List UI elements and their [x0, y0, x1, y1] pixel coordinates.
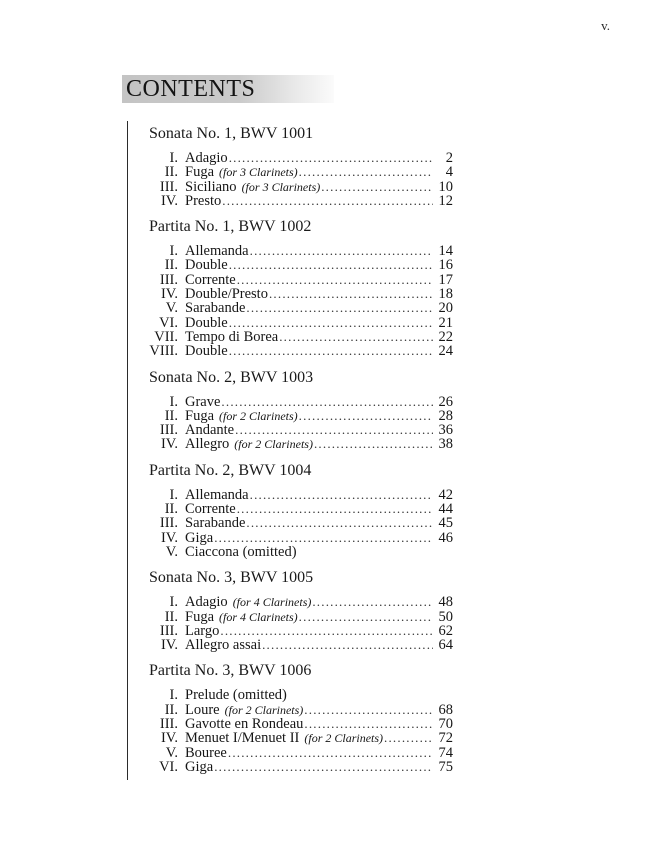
contents-header — [122, 75, 334, 103]
entry-page: 62 — [438, 622, 453, 639]
entry-page: 2 — [445, 150, 453, 166]
entry-page: 14 — [438, 243, 453, 260]
page-number-label: v. — [601, 18, 610, 33]
section-title: Sonata No. 3, BWV 1005 — [149, 569, 314, 587]
entry-page: 4 — [445, 164, 453, 181]
dot-leader — [314, 437, 433, 451]
toc-entry — [149, 273, 453, 287]
entry-note: (for 2 Clarinets) — [304, 731, 384, 746]
dot-leader — [304, 717, 433, 731]
section-title: Partita No. 2, BWV 1004 — [149, 461, 312, 479]
entry-note: (for 3 Clarinets) — [241, 179, 321, 194]
entry-numeral: II. — [164, 501, 178, 518]
entry-numeral: IV. — [160, 286, 178, 303]
entry-page: 36 — [438, 422, 453, 439]
toc-entry — [149, 194, 453, 208]
entry-title: Gavotte en Rondeau — [185, 716, 304, 733]
entry-title: Double/Presto — [185, 286, 268, 303]
entry-page: 48 — [438, 594, 453, 611]
toc-entry — [149, 151, 453, 165]
entry-page: 72 — [438, 730, 453, 747]
toc-entry — [149, 244, 453, 258]
toc-entry — [149, 610, 453, 624]
entry-numeral: V. — [165, 543, 178, 560]
entry-title: Loure — [185, 701, 220, 718]
entry-page: 64 — [438, 637, 453, 654]
entry-title: Corrente — [185, 271, 236, 288]
dot-leader — [229, 258, 433, 272]
toc-entry — [149, 301, 453, 315]
section-title: Partita No. 3, BWV 1006 — [149, 662, 312, 680]
dot-leader — [384, 731, 433, 745]
entry-page: 38 — [438, 436, 453, 453]
toc-entry — [149, 502, 453, 516]
entry-page: 68 — [438, 701, 453, 718]
entry-page: 17 — [438, 271, 453, 288]
dot-leader — [214, 531, 433, 545]
entry-numeral: VI. — [159, 314, 178, 331]
entry-title: Double — [185, 343, 228, 360]
entry-page: 74 — [438, 744, 453, 761]
entry-title: Menuet I/Menuet II — [185, 730, 300, 747]
toc-entry — [149, 316, 453, 330]
dot-leader — [246, 516, 433, 530]
entry-title: Adagio — [185, 150, 228, 166]
entry-numeral: VIII. — [149, 343, 178, 360]
dot-leader — [279, 330, 433, 344]
entry-title: Sarabande — [185, 515, 246, 532]
entry-title: Giga — [185, 529, 214, 546]
dot-leader — [221, 395, 433, 409]
dot-leader — [312, 595, 433, 609]
toc-entry — [149, 409, 453, 423]
dot-leader — [246, 301, 433, 315]
entry-title: Fuga — [185, 164, 214, 181]
toc-entry — [149, 731, 453, 745]
entry-numeral: III. — [159, 422, 178, 439]
toc-entry — [149, 531, 453, 545]
dot-leader — [229, 151, 433, 165]
entry-note: (for 2 Clarinets) — [219, 408, 298, 423]
dot-leader — [299, 610, 433, 624]
toc-entry — [149, 624, 453, 638]
toc-section — [149, 461, 453, 559]
entry-page: 12 — [438, 192, 453, 209]
entry-page: 20 — [438, 300, 453, 317]
dot-leader — [250, 244, 433, 258]
entry-title: Corrente — [185, 501, 236, 518]
entry-page: 21 — [438, 314, 453, 331]
toc-entry — [149, 717, 453, 731]
toc-entry — [149, 344, 453, 358]
entry-numeral: I. — [169, 486, 178, 503]
entry-page: 75 — [438, 758, 453, 775]
dot-leader — [237, 273, 433, 287]
dot-leader — [321, 180, 433, 194]
entry-numeral: IV. — [160, 436, 178, 453]
dot-leader — [299, 409, 433, 423]
toc-section — [149, 661, 453, 774]
entry-page: 45 — [438, 515, 453, 532]
entry-title: Andante — [185, 422, 235, 439]
entry-page: 44 — [438, 501, 453, 518]
entry-numeral: IV. — [160, 637, 178, 654]
contents-title: CONTENTS — [126, 76, 256, 102]
entry-page: 10 — [438, 178, 453, 195]
entry-numeral: IV. — [160, 529, 178, 546]
entry-numeral: III. — [159, 271, 178, 288]
entry-page: 22 — [438, 328, 453, 345]
section-title: Sonata No. 2, BWV 1003 — [149, 368, 314, 386]
toc-entry — [149, 395, 453, 409]
entry-title: Presto — [185, 192, 222, 209]
entry-page: 24 — [438, 343, 453, 360]
toc-entry — [149, 760, 453, 774]
entry-numeral: VI. — [159, 758, 178, 775]
entry-numeral: V. — [165, 744, 178, 761]
entry-page: 28 — [438, 407, 453, 424]
section-title: Sonata No. 1, BWV 1001 — [149, 125, 314, 142]
toc-entry — [149, 488, 453, 502]
dot-leader — [214, 760, 433, 774]
dot-leader — [228, 746, 433, 760]
entry-title: Allemanda — [185, 486, 249, 503]
dot-leader — [299, 165, 433, 179]
entry-note: (for 3 Clarinets) — [219, 165, 298, 180]
entry-title: Grave — [185, 393, 221, 410]
entry-title: Largo — [185, 622, 220, 639]
toc-entry — [149, 545, 453, 559]
toc-entry — [149, 638, 453, 652]
entry-title: Sarabande — [185, 300, 246, 317]
dot-leader — [229, 344, 433, 358]
entry-title: Siciliano — [185, 178, 237, 195]
toc — [127, 121, 453, 780]
toc-entry — [149, 746, 453, 760]
entry-numeral: III. — [159, 622, 178, 639]
entry-title: Fuga — [185, 608, 214, 625]
entry-numeral: II. — [164, 608, 178, 625]
entry-numeral: I. — [169, 243, 178, 260]
entry-numeral: I. — [169, 150, 178, 166]
entry-numeral: V. — [165, 300, 178, 317]
dot-leader — [220, 624, 433, 638]
dot-leader — [229, 316, 433, 330]
entry-numeral: II. — [164, 257, 178, 274]
entry-page: 50 — [438, 608, 453, 625]
entry-page: 16 — [438, 257, 453, 274]
dot-leader — [250, 488, 433, 502]
entry-note: (for 4 Clarinets) — [232, 595, 312, 610]
entry-numeral: IV. — [160, 192, 178, 209]
toc-entry — [149, 516, 453, 530]
entry-note: (for 4 Clarinets) — [219, 609, 298, 624]
dot-leader — [237, 502, 433, 516]
entry-title: Fuga — [185, 407, 214, 424]
toc-entry — [149, 423, 453, 437]
entry-note: (for 2 Clarinets) — [224, 702, 304, 717]
toc-entry — [149, 258, 453, 272]
entry-title: Double — [185, 257, 228, 274]
toc-entry — [149, 330, 453, 344]
toc-section — [149, 217, 453, 358]
entry-title: Allemanda — [185, 243, 249, 260]
entry-title: Giga — [185, 758, 214, 775]
entry-page: 70 — [438, 716, 453, 733]
toc-section — [149, 368, 453, 452]
dot-leader — [269, 287, 433, 301]
entry-page: 18 — [438, 286, 453, 303]
toc-section — [149, 568, 453, 652]
entry-page: 42 — [438, 486, 453, 503]
dot-leader — [262, 638, 433, 652]
dot-leader — [235, 423, 433, 437]
entry-numeral: I. — [169, 594, 178, 611]
toc-entry — [149, 287, 453, 301]
entry-numeral: III. — [159, 716, 178, 733]
entry-title: Ciaccona (omitted) — [185, 543, 297, 560]
toc-entry — [149, 703, 453, 717]
entry-numeral: II. — [164, 164, 178, 181]
entry-numeral: III. — [159, 515, 178, 532]
entry-numeral: VII. — [154, 328, 178, 345]
section-title: Partita No. 1, BWV 1002 — [149, 218, 312, 236]
entry-title: Allegro assai — [185, 637, 262, 654]
entry-title: Allegro — [185, 436, 230, 453]
entry-title: Prelude (omitted) — [185, 687, 287, 704]
entry-page: 26 — [438, 393, 453, 410]
entry-title: Adagio — [185, 594, 228, 611]
dot-leader — [304, 703, 433, 717]
entry-title: Bouree — [185, 744, 227, 761]
toc-entry — [149, 165, 453, 179]
entry-note: (for 2 Clarinets) — [234, 437, 313, 452]
toc-entry — [149, 688, 453, 702]
entry-title: Tempo di Borea — [185, 328, 279, 345]
entry-title: Double — [185, 314, 228, 331]
toc-entry — [149, 595, 453, 609]
toc-entry — [149, 437, 453, 451]
entry-numeral: I. — [169, 687, 178, 704]
toc-section — [149, 124, 453, 208]
entry-page: 46 — [438, 529, 453, 546]
entry-numeral: IV. — [160, 730, 178, 747]
entry-numeral: II. — [164, 407, 178, 424]
entry-numeral: III. — [159, 178, 178, 195]
entry-numeral: II. — [164, 701, 178, 718]
entry-numeral: I. — [169, 393, 178, 410]
toc-entry — [149, 180, 453, 194]
dot-leader — [222, 194, 433, 208]
